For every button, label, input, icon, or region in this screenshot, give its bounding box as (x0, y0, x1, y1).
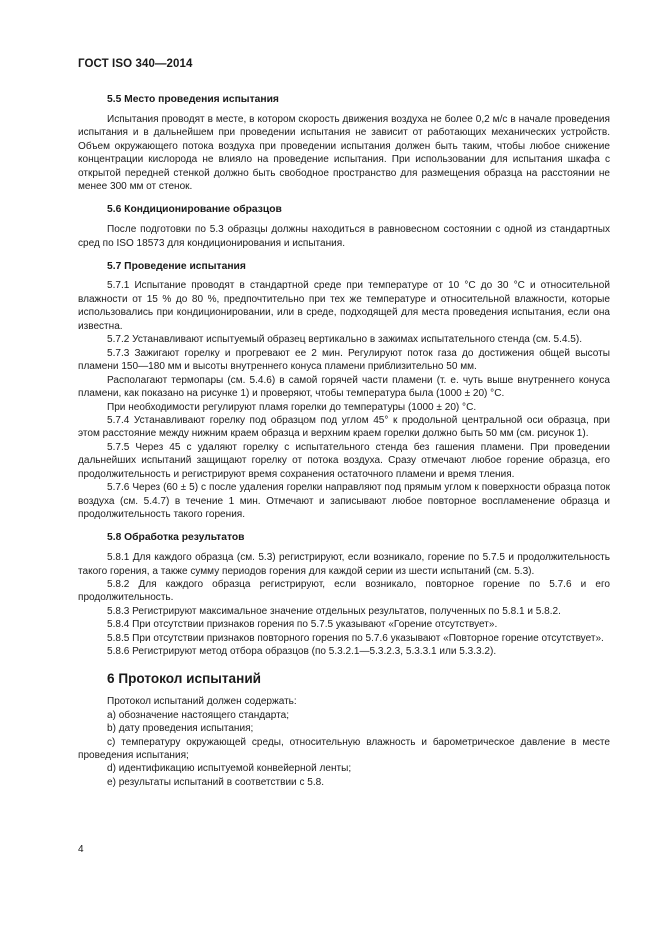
paragraph: 5.8.2 Для каждого образца регистрируют, если возникало, повторное горение по 5.7.6 и его продолжительность. (78, 579, 610, 604)
section-heading: 5.6 Кондиционирование образцов (107, 204, 282, 216)
list-item: c) температуру окружающей среды, относительную влажность и барометрическое давление в месте проведения испытания; (78, 736, 610, 761)
section-5-7 (78, 260, 610, 522)
paragraph: Протокол испытаний должен содержать: (107, 696, 297, 708)
paragraph: 5.7.4 Устанавливают горелку под образцом под углом 45° к продольной центральной оси образца, при этом расстояние между нижним краем образца и верхним краем горелки должно быть 50 мм (см. рисунок 1). (78, 415, 610, 440)
list-item: d) идентификацию испытуемой конвейерной ленты; (107, 763, 352, 775)
paragraph: 5.7.2 Устанавливают испытуемый образец вертикально в зажимах испытательного стенда (см. 5.4.5). (107, 334, 583, 346)
paragraph: 5.8.4 При отсутствии признаков горения по 5.7.5 указывают «Горение отсутствует». (107, 619, 498, 631)
section-heading: 5.7 Проведение испытания (107, 260, 246, 272)
section-5-6 (78, 203, 610, 250)
page-header-doc-id: ГОСТ ISO 340—2014 (78, 58, 193, 70)
section-5-5 (78, 93, 610, 194)
section-6 (78, 672, 610, 790)
list-item: b) дату проведения испытания; (107, 723, 254, 735)
page-number: 4 (78, 844, 84, 855)
paragraph: Испытания проводят в месте, в котором скорость движения воздуха не более 0,2 м/с в начале проведения испытания и в дальнейшем при проведении испытания не зависит от работающих механических устройств. Объем окружающего потока воздуха при проведении испытания должен быть таким, чтобы любое снижение концентрации кислорода не влияло на проведение испытания. При использовании для испытания шкафа с открытой передней стенкой должно быть свободное пространство для размещения образца на расстоянии не менее 300 мм от стенок. (78, 113, 610, 193)
paragraph: 5.8.5 При отсутствии признаков повторного горения по 5.7.6 указывают «Повторное горение отсутствует». (107, 632, 604, 644)
section-heading: 5.5 Место проведения испытания (107, 94, 279, 105)
paragraph: 5.7.1 Испытание проводят в стандартной среде при температуре от 10 °С до 30 °С и относительной влажности от 15 % до 80 %, предпочтительно при тех же температуре и относительной влажности, которые использовались при кондиционировании, или в среде, подходящей для места проведения испытания, если она известна. (78, 280, 610, 332)
paragraph: 5.8.3 Регистрируют максимальное значение отдельных результатов, полученных по 5.8.1 и 5.8.2. (107, 605, 561, 617)
section-5-8 (78, 531, 610, 659)
paragraph: При необходимости регулируют пламя горелки до температуры (1000 ± 20) °С. (107, 401, 477, 413)
paragraph: 5.7.6 Через (60 ± 5) с после удаления горелки направляют под прямым углом к поверхности образца поток воздуха (см. 5.4.7) в течение 1 мин. Отмечают и записывают любое повторное воспламенение образца и продолжительность такого горения. (78, 482, 610, 521)
paragraph: 5.8.6 Регистрируют метод отбора образцов (по 5.3.2.1—5.3.2.3, 5.3.3.1 или 5.3.3.2). (107, 646, 497, 658)
document-body (78, 93, 610, 789)
section-heading: 5.8 Обработка результатов (107, 532, 245, 544)
paragraph: 5.7.3 Зажигают горелку и прогревают ее 2 мин. Регулируют поток газа до достижения общей высоты пламени 150—180 мм и высоты внутреннего конуса пламени приблизительно 50 мм. (78, 347, 610, 373)
list-item: а) обозначение настоящего стандарта; (107, 709, 289, 721)
list-item: e) результаты испытаний в соответствии с 5.8. (107, 776, 325, 788)
paragraph: После подготовки по 5.3 образцы должны находиться в равновесном состоянии с одной из стандартных сред по ISO 18573 для кондиционирования и испытания. (78, 224, 610, 249)
paragraph: 5.8.1 Для каждого образца (см. 5.3) регистрируют, если возникало, горение по 5.7.5 и продолжительность такого горения, а также сумму периодов горения для каждой серии из шести испытаний (см. 5.3). (78, 552, 610, 577)
paragraph: Располагают термопары (см. 5.4.6) в самой горячей части пламени (т. е. чуть выше внутреннего конуса пламени, как показано на рисунке 1) и проверяют, чтобы температура была (1000 ± 20) °С. (78, 374, 610, 400)
paragraph: 5.7.5 Через 45 с удаляют горелку с испытательного стенда без гашения пламени. При проведении дальнейших испытаний защищают горелку от потока воздуха. Сразу отмечают любое горение образца, его продолжительность и регистрируют время сохранения остаточного пламени и время тления. (78, 441, 610, 480)
chapter-heading: 6 Протокол испытаний (107, 670, 262, 686)
